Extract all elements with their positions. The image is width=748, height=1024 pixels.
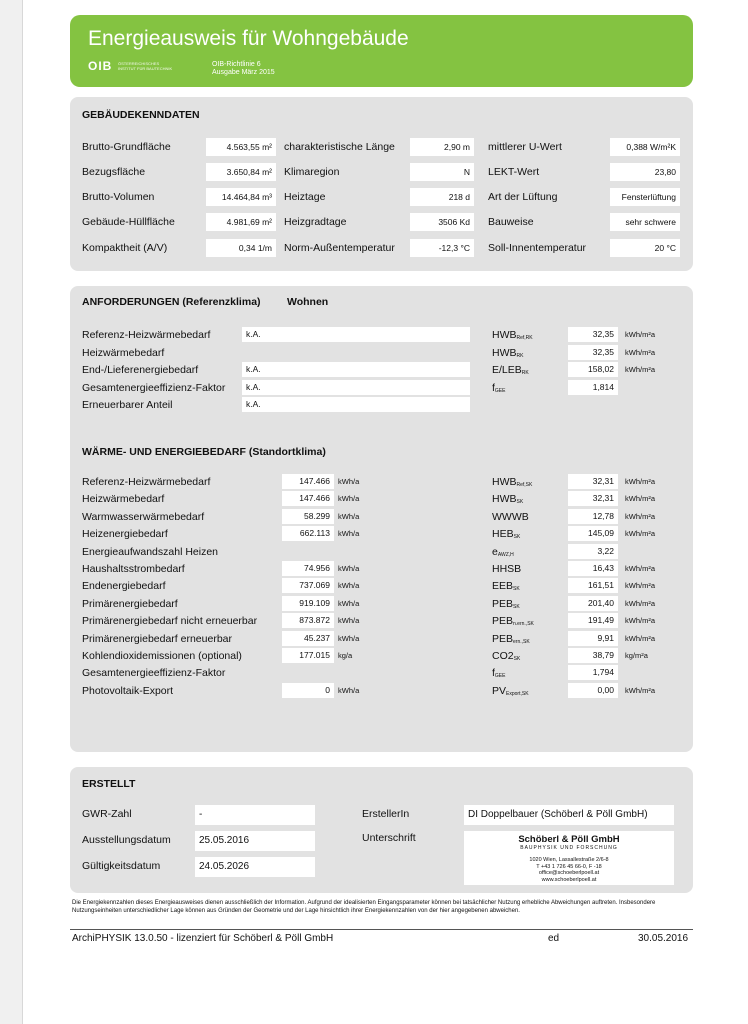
bedarf-unit-spec: kWh/m²a [625,564,655,573]
bedarf-label: Primärenergiebedarf erneuerbar [82,632,232,645]
bedarf-symbol: $PEB_{ern.,SK}$ [492,632,530,645]
anforderung-value: k.A. [242,362,470,377]
anforderung-symbol: $E/LEB_{RK}$ [492,364,529,376]
bedarf-label: Haushaltsstrombedarf [82,563,185,575]
anforderung-number: 158,02 [568,362,618,377]
oib-logo-subtitle: ÖSTERREICHISCHES INSTITUT FÜR BAUTECHNIK [118,61,173,71]
document-title: Energieausweis für Wohngebäude [88,27,409,50]
bedarf-label: Primärenergiebedarf nicht erneuerbar [82,615,258,628]
bedarf-number: 16,43 [568,561,618,576]
kenndaten-label: Heizgradtage [284,216,347,228]
bedarf-symbol: WWWB [492,510,529,523]
ausstellungsdatum-label: Ausstellungsdatum [82,834,171,846]
ausstellungsdatum-value: 25.05.2016 [195,831,315,851]
bedarf-value: 147.466 [282,491,334,506]
stamp-address: 1020 Wien, Lassallestraße 2/6-8 T +43 1 726 45 66-0, F -18 office@schoeberlpoell.at www.schoeberlpoell.at [529,857,609,883]
bedarf-number: 1,794 [568,665,618,680]
anforderung-symbol: $HWB_{Ref,RK}$ [492,329,533,341]
kenndaten-value: 4.981,69 m² [206,213,276,231]
bedarf-value: 873.872 [282,613,334,628]
kenndaten-label: Heiztage [284,191,326,203]
ersteller-label: ErstellerIn [362,808,410,820]
gueltigkeitsdatum-value: 24.05.2026 [195,857,315,877]
kenndaten-label: Bezugsfläche [82,166,146,178]
kenndaten-value: 20 °C [610,239,680,257]
bedarf-symbol: $HWB_{SK}$ [492,493,524,506]
bedarf-symbol: $PV_{Export,SK}$ [492,684,529,697]
bedarf-symbol: $PEB_{SK}$ [492,597,520,610]
kenndaten-value: 2,90 m [410,138,474,156]
kenndaten-value: 4.563,55 m² [206,138,276,156]
bedarf-value: 147.466 [282,474,334,489]
bedarf-value: 74.956 [282,561,334,576]
bedarf-value: 0 [282,683,334,698]
bedarf-unit-spec: kWh/m²a [625,494,655,504]
bedarf-label: Heizwärmebedarf [82,493,165,506]
bedarf-number: 38,79 [568,648,618,663]
bedarf-number: 12,78 [568,509,618,524]
bedarf-value: 58.299 [282,509,334,524]
anforderung-unit: kWh/m²a [625,365,655,374]
disclaimer-text: Die Energiekennzahlen dieses Energieausweises dienen ausschließlich der Information. Aufgrund der idealisierten Eingangsparameter können bei tatsächlicher Nutzung erhebliche Abweichungen auftreten. Insbesondere Nutzungseinheiten unterschiedlicher Lage können aus Gründen der Geometrie und der Lage hinsichtlich ihrer Energiekennzahlen von der hier angegebenen abweichen. [72,900,656,914]
bedarf-unit-spec: kWh/m²a [625,598,655,608]
kenndaten-value: 23,80 [610,163,680,181]
kenndaten-label: Soll-Innentemperatur [488,242,587,254]
bedarf-number: 32,31 [568,491,618,506]
stamp-subtitle: BAUPHYSIK UND FORSCHUNG [520,845,618,851]
anforderung-label: Referenz-Heizwärmebedarf [82,329,211,341]
bedarf-value: 662.113 [282,526,334,541]
bedarf-label: Endenergiebedarf [82,580,166,593]
footer-date: 30.05.2016 [638,933,689,944]
bedarf-value: 177.015 [282,648,334,663]
bedarf-number: 0,00 [568,683,618,698]
bedarf-unit: kWh/a [338,511,360,521]
unterschrift-label: Unterschrift [362,832,416,844]
bedarf-number: 201,40 [568,596,618,611]
oib-logo: OIB [88,59,113,73]
bedarf-number: 145,09 [568,526,618,541]
anforderung-number: 32,35 [568,327,618,342]
bedarf-symbol: $EEB_{SK}$ [492,580,520,593]
bedarf-unit-spec: kWh/m²a [625,633,655,643]
bedarf-number: 3,22 [568,544,618,559]
bedarf-unit: kWh/a [338,564,360,573]
bedarf-unit: kWh/a [338,633,360,643]
bedarf-unit: kWh/a [338,494,360,504]
section-heading: ERSTELLT [82,778,136,790]
anforderung-symbol: $HWB_{RK}$ [492,347,524,359]
kenndaten-value: 218 d [410,188,474,206]
bedarf-unit-spec: kg/m²a [625,651,648,660]
anforderung-value: k.A. [242,380,470,395]
kenndaten-label: charakteristische Länge [284,141,395,153]
bedarf-symbol: $f_{GEE}$ [492,667,506,680]
bedarf-unit-spec: kWh/m²a [625,511,655,521]
company-stamp [464,831,674,885]
bedarf-label: Kohlendioxidemissionen (optional) [82,650,242,662]
bedarf-unit: kWh/a [338,598,360,608]
kenndaten-label: Kompaktheit (A/V) [82,242,168,254]
bedarf-unit-spec: kWh/m²a [625,616,655,626]
ersteller-value: DI Doppelbauer (Schöberl & Pöll GmbH) [464,805,674,825]
bedarf-label: Gesamtenergieeffizienz-Faktor [82,667,226,680]
section-heading: WÄRME- UND ENERGIEBEDARF (Standortklima) [82,446,326,458]
kenndaten-label: mittlerer U-Wert [488,141,562,153]
bedarf-number: 9,91 [568,631,618,646]
anforderung-label: End-/Lieferenergiebedarf [82,364,199,376]
header-banner [70,15,693,87]
bedarf-symbol: $e_{AWZ,H}$ [492,545,514,558]
stamp-company-name: Schöberl & Pöll GmbH [518,834,620,845]
gwr-label: GWR-Zahl [82,808,132,820]
anforderung-unit: kWh/m²a [625,348,655,357]
bedarf-unit: kWh/a [338,581,360,591]
anforderungen-panel [70,286,693,752]
kenndaten-value: 3506 Kd [410,213,474,231]
anforderung-symbol: $f_{GEE}$ [492,382,506,394]
bedarf-unit: kWh/a [338,685,360,695]
bedarf-unit-spec: kWh/m²a [625,529,655,539]
kenndaten-value: 3.650,84 m² [206,163,276,181]
bedarf-label: Energieaufwandszahl Heizen [82,545,219,558]
anforderung-label: Erneuerbarer Anteil [82,399,173,411]
kenndaten-label: Bauweise [488,216,534,228]
kenndaten-label: Brutto-Grundfläche [82,141,171,153]
bedarf-unit: kWh/a [338,477,360,486]
bedarf-unit: kWh/a [338,616,360,626]
footer-divider [70,929,693,930]
bedarf-symbol: $PEB_{n.ern.,SK}$ [492,615,534,628]
bedarf-value: 919.109 [282,596,334,611]
gebaeudekenndaten-panel [70,97,693,271]
gwr-value: - [195,805,315,825]
footer-software: ArchiPHYSIK 13.0.50 - lizenziert für Schöberl & Pöll GmbH [72,933,334,944]
kenndaten-label: LEKT-Wert [488,166,540,178]
kenndaten-label: Brutto-Volumen [82,191,155,203]
anforderung-value: k.A. [242,327,470,342]
bedarf-symbol: $HEB_{SK}$ [492,528,521,541]
bedarf-number: 191,49 [568,613,618,628]
kenndaten-value: 0,388 W/m²K [610,138,680,156]
anforderung-unit: kWh/m²a [625,330,655,339]
section-heading: GEBÄUDEKENNDATEN [82,109,200,121]
kenndaten-value: 14.464,84 m³ [206,188,276,206]
kenndaten-label: Art der Lüftung [488,191,558,203]
kenndaten-value: -12,3 °C [410,239,474,257]
anforderung-label: Gesamtenergieeffizienz-Faktor [82,382,226,394]
bedarf-label: Warmwasserwärmebedarf [82,510,205,523]
bedarf-symbol: HHSB [492,563,522,575]
bedarf-number: 32,31 [568,474,618,489]
anforderung-number: 1,814 [568,380,618,395]
bedarf-unit: kg/a [338,651,353,660]
anforderung-value: k.A. [242,397,470,412]
kenndaten-value: 0,34 1/m [206,239,276,257]
bedarf-label: Photovoltaik-Export [82,684,174,697]
anforderung-number: 32,35 [568,345,618,360]
bedarf-value: 737.069 [282,578,334,593]
gueltigkeitsdatum-label: Gültigkeitsdatum [82,860,161,872]
richtlinie-info: OIB-Richtlinie 6 Ausgabe März 2015 [212,61,275,76]
bedarf-label: Primärenergiebedarf [82,597,178,610]
anforderung-label: Heizwärmebedarf [82,347,165,359]
bedarf-label: Referenz-Heizwärmebedarf [82,476,211,488]
bedarf-unit-spec: kWh/m²a [625,685,655,695]
bedarf-value: 45.237 [282,631,334,646]
bedarf-symbol: $CO2_{SK}$ [492,650,521,662]
page-edge [0,0,23,1024]
bedarf-number: 161,51 [568,578,618,593]
kenndaten-value: N [410,163,474,181]
section-heading: ANFORDERUNGEN (Referenzklima) [82,296,261,308]
kenndaten-label: Norm-Außentemperatur [284,242,395,254]
usage-type: Wohnen [287,296,329,308]
bedarf-unit: kWh/a [338,529,360,539]
kenndaten-label: Gebäude-Hüllfläche [82,216,175,228]
bedarf-symbol: $HWB_{Ref,SK}$ [492,476,533,488]
bedarf-label: Heizenergiebedarf [82,528,168,541]
bedarf-unit-spec: kWh/m²a [625,477,655,486]
kenndaten-value: sehr schwere [610,213,680,231]
kenndaten-value: Fensterlüftung [610,188,680,206]
kenndaten-label: Klimaregion [284,166,340,178]
bedarf-unit-spec: kWh/m²a [625,581,655,591]
footer-initials: ed [548,933,560,944]
